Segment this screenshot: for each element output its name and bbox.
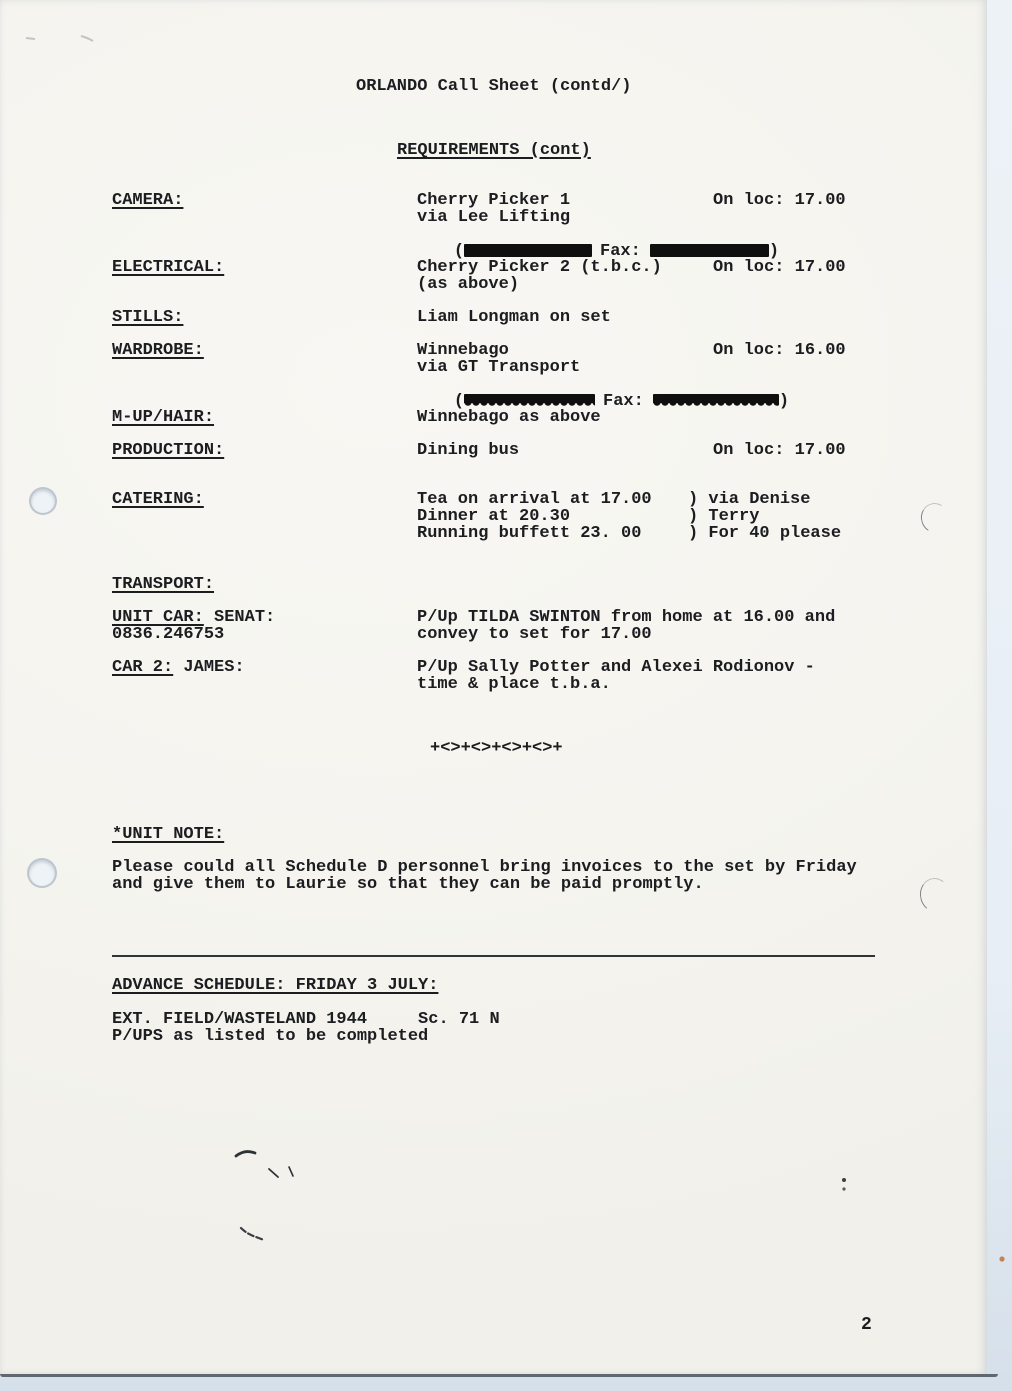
catering-note2: ) Terry <box>688 507 760 526</box>
label-camera: CAMERA: <box>112 191 184 210</box>
label-car2-underlined: CAR 2: <box>112 658 174 677</box>
punch-hole-icon <box>27 858 57 888</box>
catering-line2: Dinner at 20.30 <box>417 507 571 526</box>
label-stills: STILLS: <box>112 308 184 327</box>
redaction-bar-icon <box>464 394 595 407</box>
label-unit-car-rest: SENAT: <box>203 608 276 627</box>
paren-close: ) <box>768 242 780 261</box>
wardrobe-line2: via GT Transport <box>417 358 581 377</box>
catering-note3: ) For 40 please <box>688 524 842 543</box>
wardrobe-on-loc: On loc: 16.00 <box>713 341 846 360</box>
car2-line1: P/Up Sally Potter and Alexei Rodionov - <box>417 658 815 677</box>
label-wardrobe: WARDROBE: <box>112 341 204 360</box>
stills-line1: Liam Longman on set <box>417 308 611 327</box>
electrical-on-loc: On loc: 17.00 <box>713 258 846 277</box>
label-unit-car <box>112 609 275 626</box>
page-number: 2 <box>861 1315 872 1335</box>
camera-line1: Cherry Picker 1 <box>417 191 571 210</box>
fax-label: Fax: <box>603 392 644 411</box>
paren-open: ( <box>453 392 465 411</box>
car2-line2: time & place t.b.a. <box>417 675 611 694</box>
catering-line3: Running buffett 23. 00 <box>417 524 642 543</box>
paren-open: ( <box>453 242 465 261</box>
unit-car-line2: convey to set for 17.00 <box>417 625 652 644</box>
redaction-bar-icon <box>650 244 769 257</box>
label-mup-hair: M-UP/HAIR: <box>112 408 215 427</box>
electrical-line2: (as above) <box>417 275 520 294</box>
unit-note-line2: and give them to Laurie so that they can be paid promptly. <box>112 875 704 894</box>
heading-transport: TRANSPORT: <box>112 575 215 594</box>
production-on-loc: On loc: 17.00 <box>713 441 846 460</box>
redaction-bar-icon <box>464 244 592 257</box>
orange-speck-icon <box>999 1256 1004 1261</box>
heading-advance-schedule: ADVANCE SCHEDULE: FRIDAY 3 JULY: <box>112 976 439 995</box>
label-production: PRODUCTION: <box>112 441 225 460</box>
label-unit-car-underlined: UNIT CAR: <box>112 608 204 627</box>
electrical-line1: Cherry Picker 2 (t.b.c.) <box>417 258 662 277</box>
paren-close: ) <box>778 392 790 411</box>
advance-line2: P/UPS as listed to be completed <box>112 1027 429 1046</box>
production-line1: Dining bus <box>417 441 520 460</box>
fax-label: Fax: <box>600 242 641 261</box>
ornament-divider: +<>+<>+<>+<>+ <box>430 739 563 758</box>
camera-on-loc: On loc: 17.00 <box>713 191 846 210</box>
horizontal-rule <box>112 955 875 957</box>
label-car2-rest: JAMES: <box>173 658 245 677</box>
advance-line1: EXT. FIELD/WASTELAND 1944 Sc. 71 N <box>112 1010 500 1029</box>
camera-line2: via Lee Lifting <box>417 208 571 227</box>
label-electrical: ELECTRICAL: <box>112 258 225 277</box>
page-title: ORLANDO Call Sheet (contd/) <box>356 77 632 96</box>
unit-car-phone: 0836.246753 <box>112 625 225 644</box>
catering-note1: ) via Denise <box>688 490 811 509</box>
unit-note-line1: Please could all Schedule D personnel bring invoices to the set by Friday <box>112 858 857 877</box>
redaction-bar-icon <box>653 394 779 407</box>
section-heading: REQUIREMENTS (cont) <box>397 141 591 160</box>
label-catering: CATERING: <box>112 490 204 509</box>
page-bottom-edge <box>0 1374 998 1377</box>
unit-car-line1: P/Up TILDA SWINTON from home at 16.00 and <box>417 608 836 627</box>
catering-line1: Tea on arrival at 17.00 <box>417 490 652 509</box>
heading-unit-note: *UNIT NOTE: <box>112 825 225 844</box>
wardrobe-line1: Winnebago <box>417 341 509 360</box>
label-car2 <box>112 659 245 676</box>
mup-hair-line1: Winnebago as above <box>417 408 601 427</box>
punch-hole-icon <box>29 487 57 515</box>
